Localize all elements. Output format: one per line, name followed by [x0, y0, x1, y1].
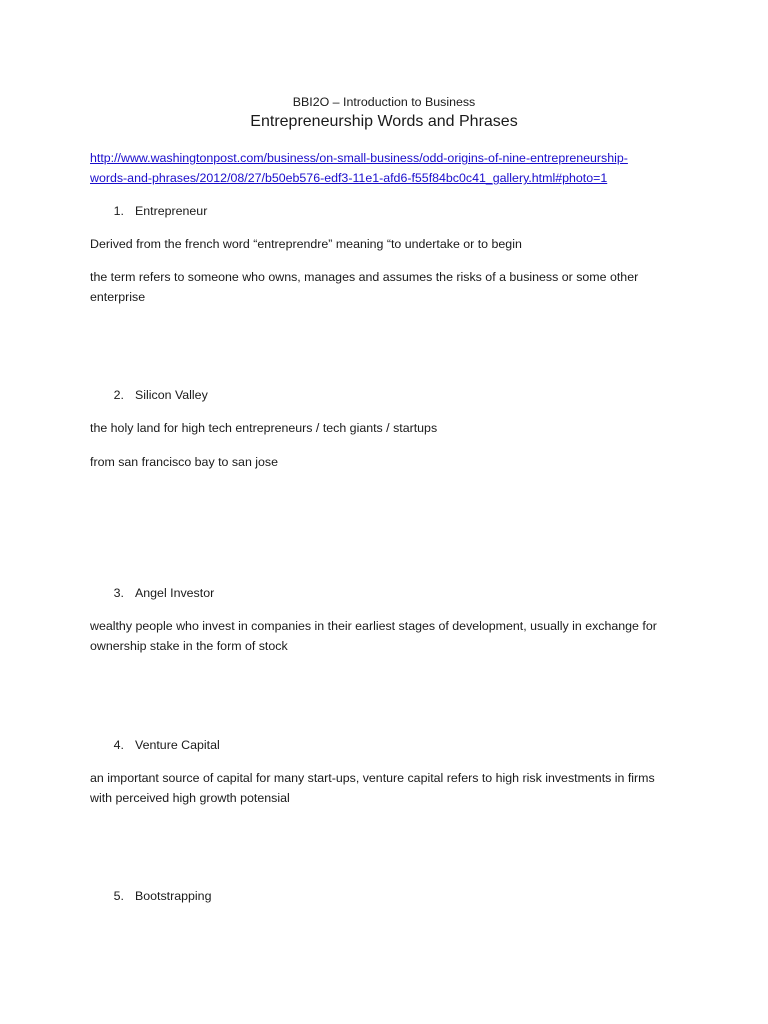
term-heading: Angel Investor	[135, 586, 215, 600]
definition-line: the term refers to someone who owns, manages and assumes the risks of a business or some other	[90, 270, 639, 284]
term-heading: Bootstrapping	[135, 889, 212, 903]
item-number: 1.	[113, 204, 124, 218]
definition-text	[90, 267, 690, 307]
term-heading: Silicon Valley	[135, 388, 208, 402]
source-link-line-1[interactable]: http://www.washingtonpost.com/business/on-small-business/odd-origins-of-nine-entrepreneurship-	[90, 151, 628, 165]
definition-text: from san francisco bay to san jose	[90, 455, 279, 469]
definition-line: wealthy people who invest in companies in their earliest stages of development, usually in exchange for	[90, 619, 657, 633]
definition-line: enterprise	[90, 290, 146, 304]
term-heading: Venture Capital	[135, 738, 220, 752]
definition-text	[90, 768, 690, 808]
term-heading: Entrepreneur	[135, 204, 208, 218]
definition-line: an important source of capital for many start-ups, venture capital refers to high risk investments in firms	[90, 771, 655, 785]
definition-text: Derived from the french word “entreprendre” meaning “to undertake or to begin	[90, 237, 522, 251]
item-number: 2.	[113, 388, 124, 402]
course-title: BBI2O – Introduction to Business	[292, 95, 476, 109]
definition-line: with perceived high growth potensial	[90, 791, 290, 805]
definition-text	[90, 616, 690, 656]
page-title: Entrepreneurship Words and Phrases	[250, 113, 518, 130]
source-link-line-2[interactable]: words-and-phrases/2012/08/27/b50eb576-edf3-11e1-afd6-f55f84bc0c41_gallery.html#photo=1	[90, 171, 608, 185]
item-number: 3.	[113, 586, 124, 600]
item-number: 4.	[113, 738, 124, 752]
source-link[interactable]	[90, 148, 680, 188]
definition-text: the holy land for high tech entrepreneurs / tech giants / startups	[90, 421, 438, 435]
definition-line: ownership stake in the form of stock	[90, 639, 288, 653]
item-number: 5.	[113, 889, 124, 903]
